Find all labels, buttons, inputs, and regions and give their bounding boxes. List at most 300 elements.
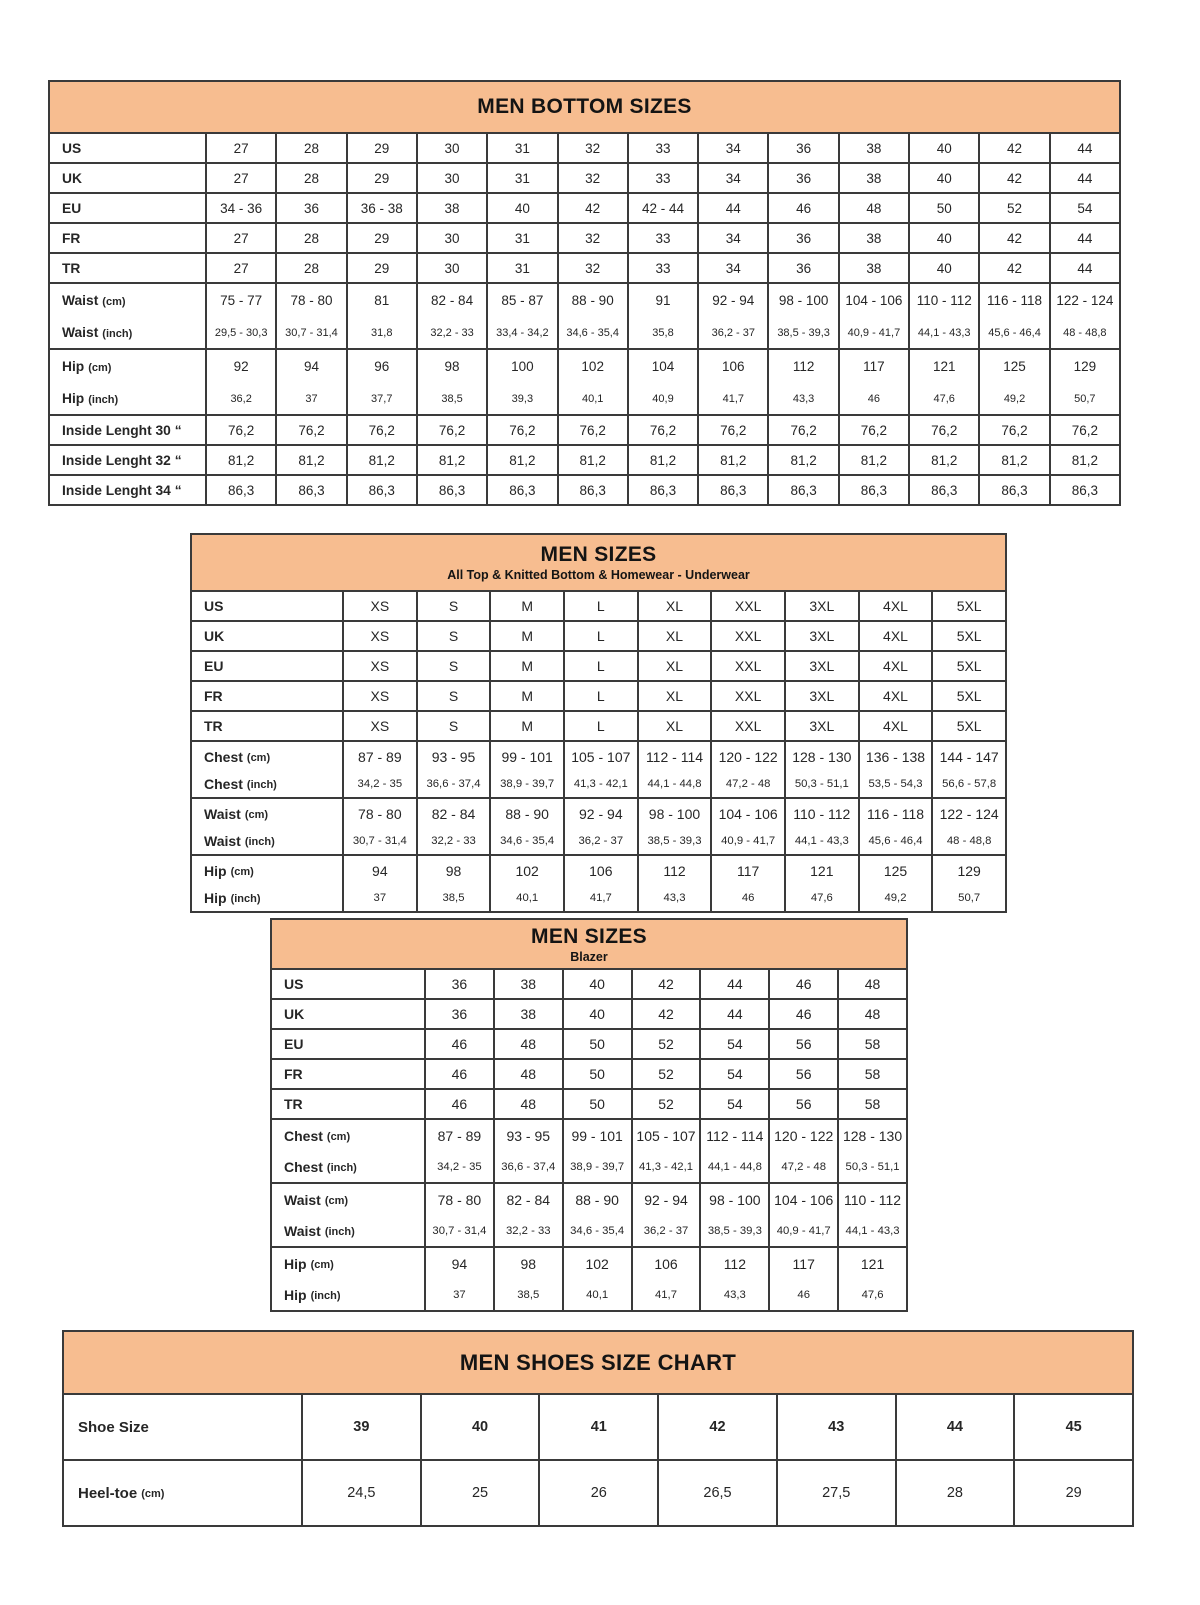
value-cell: 34 (697, 224, 767, 252)
table-row (272, 1030, 906, 1058)
value-cell: 37 (275, 383, 345, 414)
row-label (192, 799, 342, 828)
value-cell: 99 - 101 (562, 1120, 631, 1152)
value-cell: 88 - 90 (562, 1184, 631, 1216)
table-section (272, 1182, 906, 1246)
value-cell: XS (342, 712, 416, 740)
row-label (192, 682, 342, 710)
value-cell: 81,2 (416, 446, 486, 474)
value-cell: 44 (1049, 134, 1119, 162)
men-sizes-top-table (190, 533, 1007, 913)
row-label (272, 1060, 424, 1088)
value-cell: 27 (205, 224, 275, 252)
value-cell: 54 (1049, 194, 1119, 222)
table-section (192, 592, 1005, 620)
row-label-text: EU (62, 200, 82, 216)
value-cell: 45 (1013, 1395, 1132, 1459)
row-label (272, 1248, 424, 1280)
table-section (50, 162, 1119, 192)
value-cell: 38,5 - 39,3 (767, 317, 837, 348)
value-cell: 46 (424, 1090, 493, 1118)
value-cell: 93 - 95 (493, 1120, 562, 1152)
value-cell: 4XL (858, 622, 932, 650)
value-cell: 112 (767, 350, 837, 383)
row-label-unit: (inch) (246, 779, 277, 791)
table-section (192, 710, 1005, 740)
value-cell: 34,6 - 35,4 (557, 317, 627, 348)
row-label (192, 622, 342, 650)
table-row (192, 592, 1005, 620)
value-cell: 110 - 112 (837, 1184, 906, 1216)
value-cell: 86,3 (275, 476, 345, 504)
row-label-text: Chest (284, 1128, 323, 1144)
value-cell: 76,2 (416, 416, 486, 444)
row-label-unit: (cm) (310, 1259, 334, 1271)
value-cell: XS (342, 622, 416, 650)
value-cell: 52 (631, 1060, 700, 1088)
value-cell: XXL (710, 622, 784, 650)
table-subtitle: Blazer (570, 949, 608, 964)
value-cell: 29 (1013, 1461, 1132, 1525)
value-cell: 36 (767, 254, 837, 282)
value-cell: 33 (627, 224, 697, 252)
row-label-unit: (cm) (326, 1131, 351, 1143)
value-cell: 49,2 (858, 885, 932, 911)
value-cell: 32,2 - 33 (416, 317, 486, 348)
row-label (272, 970, 424, 998)
value-cell: 50 (908, 194, 978, 222)
value-cell: 82 - 84 (416, 799, 490, 828)
row-label-text: FR (204, 688, 223, 704)
table-row (50, 383, 1119, 414)
value-cell: 38,5 - 39,3 (637, 828, 711, 854)
value-cell: 5XL (931, 592, 1005, 620)
row-label (50, 317, 205, 348)
value-cell: 36,2 - 37 (697, 317, 767, 348)
value-cell: 47,2 - 48 (768, 1152, 837, 1182)
table-section (50, 134, 1119, 162)
value-cell: 46 (768, 1000, 837, 1028)
value-cell: 47,2 - 48 (710, 771, 784, 797)
value-cell: 40,9 (627, 383, 697, 414)
row-label-text: Hip (284, 1256, 307, 1272)
value-cell: 117 (838, 350, 908, 383)
value-cell: 120 - 122 (710, 742, 784, 771)
value-cell: 81,2 (627, 446, 697, 474)
value-cell: 82 - 84 (493, 1184, 562, 1216)
row-label-text: US (284, 976, 304, 992)
value-cell: 112 - 114 (637, 742, 711, 771)
value-cell: 34,6 - 35,4 (562, 1216, 631, 1246)
table-section (50, 414, 1119, 444)
value-cell: 86,3 (416, 476, 486, 504)
value-cell: 106 (631, 1248, 700, 1280)
value-cell: 81,2 (205, 446, 275, 474)
table-title: MEN SHOES SIZE CHART (459, 1349, 737, 1375)
value-cell: 5XL (931, 652, 1005, 680)
value-cell: 30 (416, 254, 486, 282)
value-cell: 44 (699, 1000, 768, 1028)
value-cell: 94 (424, 1248, 493, 1280)
value-cell: 37 (424, 1280, 493, 1310)
table-subtitle: All Top & Knitted Bottom & Homewear - Underwear (447, 568, 750, 582)
table-section (272, 1058, 906, 1088)
value-cell: 105 - 107 (563, 742, 637, 771)
table-row (192, 885, 1005, 911)
table-row (50, 317, 1119, 348)
table-row (272, 1152, 906, 1182)
value-cell: 42 (978, 134, 1048, 162)
row-label-text: Hip (204, 862, 227, 879)
value-cell: 34 (697, 134, 767, 162)
table-section (192, 680, 1005, 710)
value-cell: 81,2 (346, 446, 416, 474)
value-cell: 44,1 - 43,3 (908, 317, 978, 348)
row-label-text: Inside Lenght 34 “ (62, 482, 182, 498)
value-cell: 3XL (784, 622, 858, 650)
row-label-text: UK (284, 1006, 305, 1022)
value-cell: 40,1 (562, 1280, 631, 1310)
value-cell: 29,5 - 30,3 (205, 317, 275, 348)
value-cell: 42 (978, 164, 1048, 192)
value-cell: XL (637, 652, 711, 680)
value-cell: 27 (205, 254, 275, 282)
value-cell: 121 (784, 856, 858, 885)
value-cell: 32 (557, 164, 627, 192)
value-cell: 42 (978, 224, 1048, 252)
value-cell: 50 (562, 1060, 631, 1088)
row-label-text: TR (204, 718, 223, 734)
table-row (272, 1216, 906, 1246)
table-row (192, 828, 1005, 854)
value-cell: 44 (1049, 224, 1119, 252)
value-cell: 4XL (858, 682, 932, 710)
value-cell: 41 (538, 1395, 657, 1459)
value-cell: 5XL (931, 622, 1005, 650)
row-label-unit: (inch) (324, 1226, 355, 1238)
value-cell: 30 (416, 224, 486, 252)
value-cell: 76,2 (346, 416, 416, 444)
value-cell: 31 (486, 134, 556, 162)
row-label-unit: (cm) (102, 295, 126, 308)
table-section (192, 797, 1005, 854)
value-cell: 98 (493, 1248, 562, 1280)
table-section (272, 1246, 906, 1310)
row-label-text: Waist (62, 293, 99, 308)
value-cell: 105 - 107 (631, 1120, 700, 1152)
table-title: MEN SIZES (540, 543, 657, 566)
value-cell: S (416, 682, 490, 710)
value-cell: XS (342, 592, 416, 620)
value-cell: 76,2 (557, 416, 627, 444)
value-cell: 42 (631, 970, 700, 998)
value-cell: 50,7 (931, 885, 1005, 911)
value-cell: 30,7 - 31,4 (275, 317, 345, 348)
value-cell: 36 (424, 1000, 493, 1028)
row-label (50, 254, 205, 282)
table-title-band (192, 535, 1005, 592)
row-label (272, 1000, 424, 1028)
row-label-text: EU (204, 658, 224, 674)
value-cell: 46 (768, 1280, 837, 1310)
row-label-text: Inside Lenght 32 “ (62, 452, 182, 468)
value-cell: 40 (562, 1000, 631, 1028)
value-cell: 33 (627, 134, 697, 162)
value-cell: XXL (710, 712, 784, 740)
value-cell: 40 (908, 134, 978, 162)
value-cell: 94 (342, 856, 416, 885)
value-cell: 76,2 (767, 416, 837, 444)
value-cell: 28 (895, 1461, 1014, 1525)
row-label-unit: (inch) (244, 836, 275, 848)
value-cell: 45,6 - 46,4 (978, 317, 1048, 348)
row-label-unit: (cm) (244, 808, 269, 821)
men-sizes-blazer-table (270, 918, 908, 1312)
value-cell: 104 - 106 (768, 1184, 837, 1216)
value-cell: 106 (697, 350, 767, 383)
value-cell: 27 (205, 164, 275, 192)
value-cell: 33 (627, 254, 697, 282)
value-cell: 50 (562, 1090, 631, 1118)
value-cell: 3XL (784, 652, 858, 680)
value-cell: 30 (416, 134, 486, 162)
value-cell: 121 (908, 350, 978, 383)
row-label (272, 1184, 424, 1216)
value-cell: 86,3 (767, 476, 837, 504)
value-cell: 5XL (931, 682, 1005, 710)
value-cell: 42 (657, 1395, 776, 1459)
row-label-text: FR (284, 1066, 303, 1082)
value-cell: 39 (301, 1395, 420, 1459)
value-cell: 81,2 (838, 446, 908, 474)
value-cell: 44 (697, 194, 767, 222)
row-label-text: Chest (204, 776, 243, 792)
value-cell: 129 (931, 856, 1005, 885)
row-label-unit: (cm) (230, 865, 254, 878)
value-cell: 46 (710, 885, 784, 911)
value-cell: 125 (978, 350, 1048, 383)
value-cell: 91 (627, 284, 697, 317)
value-cell: 36 (767, 224, 837, 252)
value-cell: 41,3 - 42,1 (631, 1152, 700, 1182)
table-section (272, 1028, 906, 1058)
value-cell: 81,2 (557, 446, 627, 474)
value-cell: L (563, 622, 637, 650)
table-section (272, 970, 906, 998)
row-label-unit: (inch) (326, 1162, 357, 1174)
row-label (192, 885, 342, 911)
table-section (272, 1118, 906, 1182)
value-cell: 4XL (858, 592, 932, 620)
value-cell: 40 (908, 254, 978, 282)
value-cell: 25 (420, 1461, 539, 1525)
value-cell: 29 (346, 224, 416, 252)
value-cell: 38,5 (416, 383, 486, 414)
value-cell: 32 (557, 254, 627, 282)
value-cell: L (563, 712, 637, 740)
value-cell: 37,7 (346, 383, 416, 414)
row-label (50, 383, 205, 414)
value-cell: 104 - 106 (838, 284, 908, 317)
row-label-text: Chest (284, 1159, 323, 1175)
value-cell: 38,5 (493, 1280, 562, 1310)
value-cell: 31 (486, 254, 556, 282)
value-cell: XL (637, 682, 711, 710)
value-cell: 34,2 - 35 (342, 771, 416, 797)
value-cell: M (489, 622, 563, 650)
value-cell: 86,3 (205, 476, 275, 504)
row-label (50, 350, 205, 383)
row-label-text: Hip (62, 359, 85, 374)
table-row (50, 476, 1119, 504)
value-cell: 76,2 (486, 416, 556, 444)
value-cell: 41,3 - 42,1 (563, 771, 637, 797)
value-cell: 48 (493, 1030, 562, 1058)
table-row (192, 682, 1005, 710)
value-cell: 92 (205, 350, 275, 383)
value-cell: 38,9 - 39,7 (562, 1152, 631, 1182)
value-cell: 24,5 (301, 1461, 420, 1525)
value-cell: 128 - 130 (837, 1120, 906, 1152)
value-cell: 47,6 (837, 1280, 906, 1310)
value-cell: 44,1 - 43,3 (837, 1216, 906, 1246)
value-cell: 29 (346, 254, 416, 282)
value-cell: S (416, 652, 490, 680)
row-label (64, 1395, 301, 1459)
value-cell: S (416, 592, 490, 620)
value-cell: XS (342, 682, 416, 710)
value-cell: 81,2 (908, 446, 978, 474)
value-cell: 29 (346, 164, 416, 192)
table-row (192, 771, 1005, 797)
value-cell: 3XL (784, 712, 858, 740)
row-label-text: Shoe Size (78, 1418, 149, 1436)
value-cell: S (416, 712, 490, 740)
value-cell: 34 (697, 164, 767, 192)
row-label (272, 1216, 424, 1246)
value-cell: 28 (275, 134, 345, 162)
value-cell: 81,2 (1049, 446, 1119, 474)
table-row (50, 194, 1119, 222)
value-cell: 76,2 (205, 416, 275, 444)
value-cell: 35,8 (627, 317, 697, 348)
value-cell: 29 (346, 134, 416, 162)
value-cell: XL (637, 712, 711, 740)
value-cell: 37 (342, 885, 416, 911)
value-cell: S (416, 622, 490, 650)
value-cell: 53,5 - 54,3 (858, 771, 932, 797)
value-cell: 117 (710, 856, 784, 885)
value-cell: 76,2 (275, 416, 345, 444)
value-cell: 50,7 (1049, 383, 1119, 414)
value-cell: 43 (776, 1395, 895, 1459)
value-cell: 38 (416, 194, 486, 222)
value-cell: 3XL (784, 592, 858, 620)
value-cell: 4XL (858, 712, 932, 740)
value-cell: 129 (1049, 350, 1119, 383)
value-cell: L (563, 652, 637, 680)
value-cell: 86,3 (978, 476, 1048, 504)
value-cell: 36 (424, 970, 493, 998)
value-cell: 46 (767, 194, 837, 222)
value-cell: 125 (858, 856, 932, 885)
value-cell: 39,3 (486, 383, 556, 414)
value-cell: 46 (768, 970, 837, 998)
row-label (192, 771, 342, 797)
value-cell: 116 - 118 (858, 799, 932, 828)
value-cell: 76,2 (978, 416, 1048, 444)
table-row (272, 1184, 906, 1216)
value-cell: 34 (697, 254, 767, 282)
value-cell: 86,3 (908, 476, 978, 504)
value-cell: 86,3 (697, 476, 767, 504)
value-cell: 50 (562, 1030, 631, 1058)
value-cell: 54 (699, 1090, 768, 1118)
value-cell: 81,2 (978, 446, 1048, 474)
value-cell: 81,2 (275, 446, 345, 474)
value-cell: 50,3 - 51,1 (837, 1152, 906, 1182)
value-cell: 28 (275, 224, 345, 252)
value-cell: 41,7 (631, 1280, 700, 1310)
value-cell: 76,2 (697, 416, 767, 444)
value-cell: 52 (631, 1030, 700, 1058)
value-cell: 36 - 38 (346, 194, 416, 222)
value-cell: 45,6 - 46,4 (858, 828, 932, 854)
value-cell: 56 (768, 1030, 837, 1058)
value-cell: 102 (557, 350, 627, 383)
value-cell: XS (342, 652, 416, 680)
value-cell: 112 (637, 856, 711, 885)
table-title-band (50, 82, 1119, 134)
table-row (192, 742, 1005, 771)
value-cell: 38 (838, 134, 908, 162)
row-label (192, 742, 342, 771)
row-label-text: UK (62, 170, 82, 186)
row-label-text: Heel-toe (78, 1484, 138, 1502)
value-cell: 104 - 106 (710, 799, 784, 828)
value-cell: 100 (486, 350, 556, 383)
value-cell: 58 (837, 1030, 906, 1058)
row-label (192, 652, 342, 680)
value-cell: 87 - 89 (424, 1120, 493, 1152)
table-section (192, 854, 1005, 911)
value-cell: 92 - 94 (563, 799, 637, 828)
value-cell: 27,5 (776, 1461, 895, 1525)
value-cell: XXL (710, 652, 784, 680)
value-cell: 34 - 36 (205, 194, 275, 222)
row-label (50, 194, 205, 222)
row-label-text: UK (204, 628, 225, 644)
row-label-unit: (cm) (324, 1195, 349, 1207)
value-cell: 38 (493, 1000, 562, 1028)
table-section (50, 474, 1119, 504)
value-cell: 28 (275, 164, 345, 192)
table-row (50, 254, 1119, 282)
value-cell: 44 (1049, 254, 1119, 282)
value-cell: 120 - 122 (768, 1120, 837, 1152)
row-label (192, 592, 342, 620)
row-label (50, 416, 205, 444)
value-cell: 58 (837, 1060, 906, 1088)
row-label (272, 1152, 424, 1182)
value-cell: 82 - 84 (416, 284, 486, 317)
value-cell: 110 - 112 (908, 284, 978, 317)
table-title-band (64, 1332, 1132, 1395)
table-row (50, 284, 1119, 317)
row-label (272, 1030, 424, 1058)
value-cell: XL (637, 592, 711, 620)
table-title: MEN SIZES (531, 924, 647, 948)
